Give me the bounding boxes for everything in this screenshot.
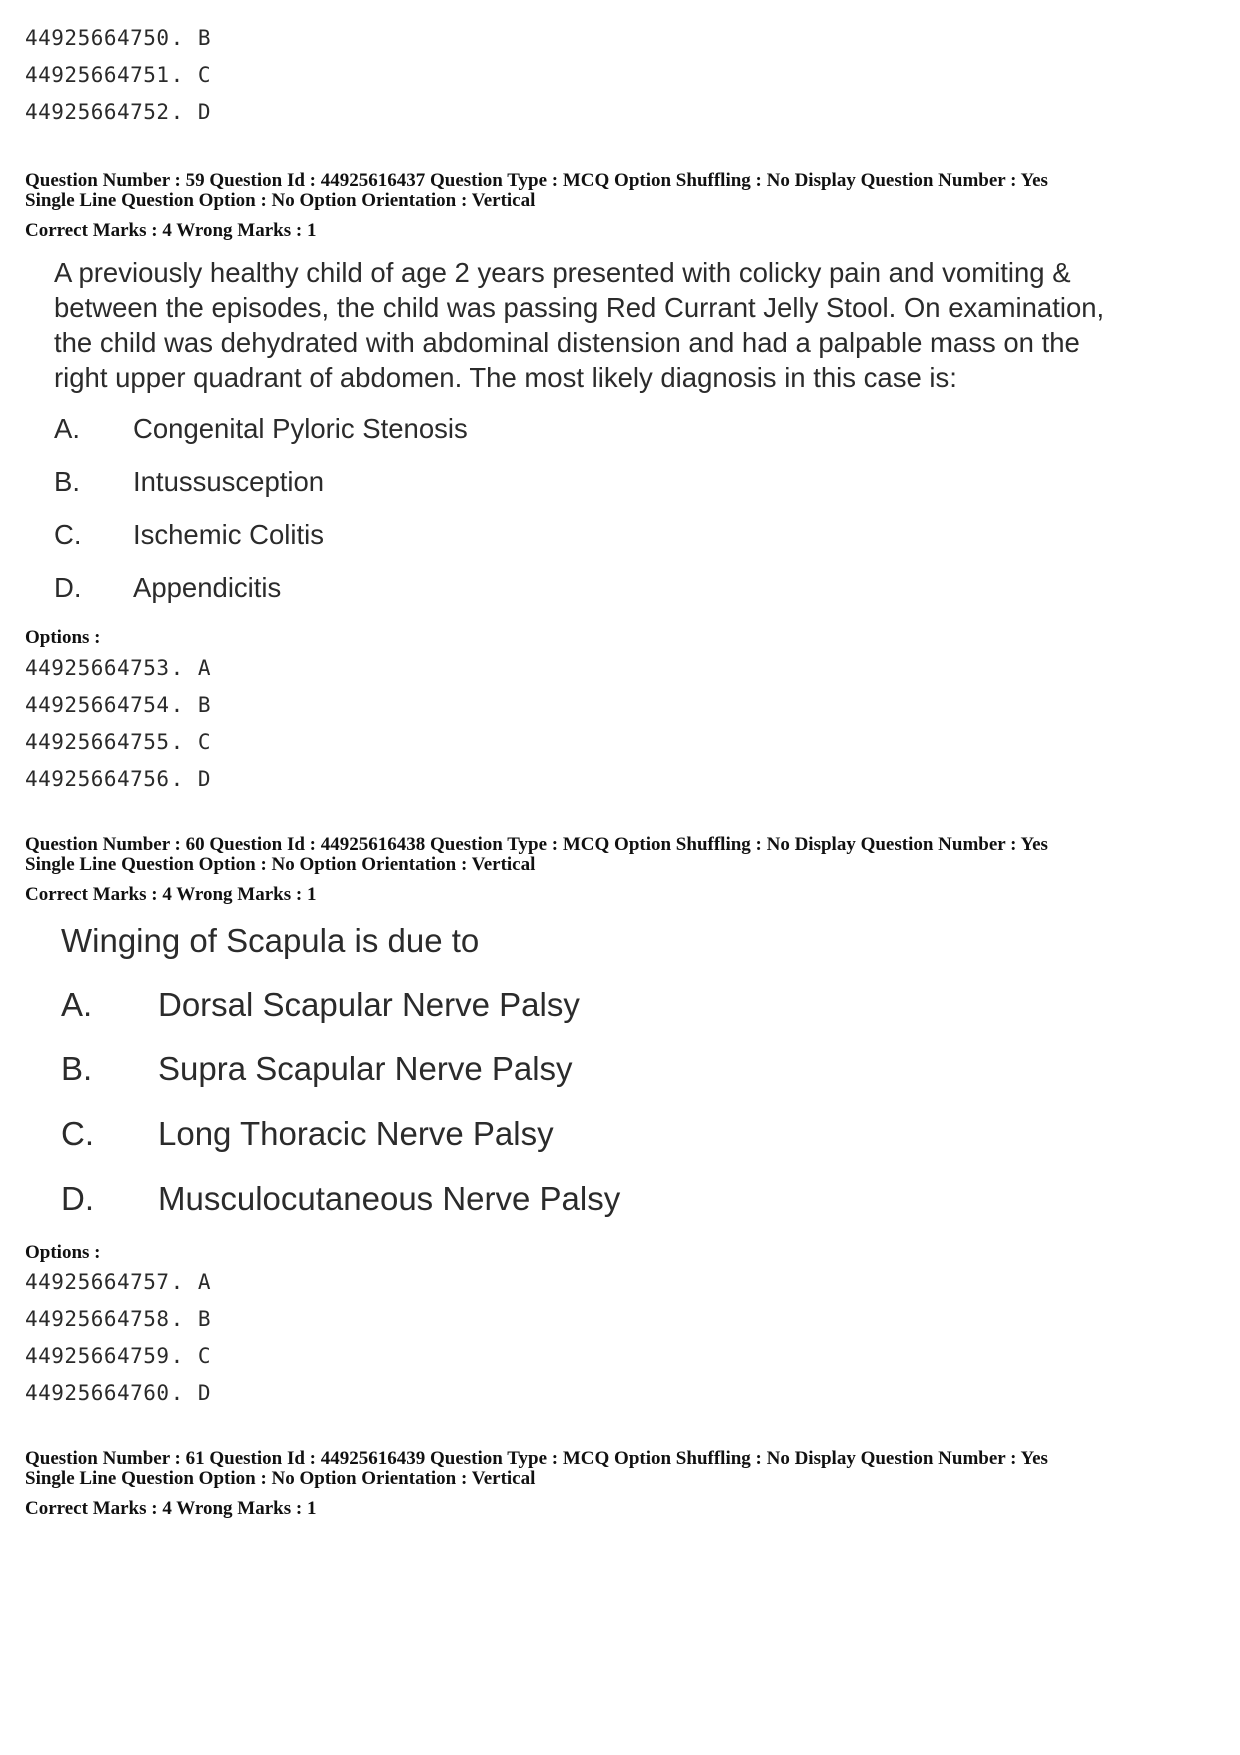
option-letter: B [197, 1307, 212, 1331]
question-marks: Correct Marks : 4 Wrong Marks : 1 [25, 220, 317, 241]
choice-text: Intussusception [133, 466, 325, 497]
option-letter: D [197, 100, 212, 124]
choice-letter: A. [61, 986, 93, 1023]
option-line: 44925664755. C [25, 730, 212, 754]
option-line: 44925664758. B [25, 1307, 212, 1331]
option-letter: A [197, 1270, 212, 1294]
option-letter: B [197, 26, 212, 50]
option-line: 44925664760. D [25, 1381, 212, 1405]
option-letter: A [197, 656, 212, 680]
choice-text: Dorsal Scapular Nerve Palsy [158, 986, 580, 1023]
option-line: 44925664757. A [25, 1270, 212, 1294]
choice-b [61, 1050, 573, 1088]
option-letter: B [197, 693, 212, 717]
stem-line: the child was dehydrated with abdominal distension and had a palpable mass on the [54, 327, 1080, 358]
option-line: 44925664751. C [25, 63, 212, 87]
choice-letter: D. [54, 572, 82, 603]
choice-b [54, 466, 324, 498]
choice-a [54, 413, 468, 445]
choice-text: Long Thoracic Nerve Palsy [158, 1115, 554, 1152]
question-meta-line1: Question Number : 61 Question Id : 44925616439 Question Type : MCQ Option Shuffling : No Display Question Number : Yes [25, 1448, 1048, 1469]
option-id: 44925664756 [25, 767, 170, 791]
choice-d [61, 1180, 620, 1218]
option-id: 44925664754 [25, 693, 170, 717]
choice-text: Ischemic Colitis [133, 519, 325, 550]
option-id: 44925664752 [25, 100, 170, 124]
stem-line: between the episodes, the child was passing Red Currant Jelly Stool. On examination, [54, 292, 1105, 323]
choice-letter: C. [54, 519, 82, 550]
option-id: 44925664753 [25, 656, 170, 680]
question-meta-line2: Single Line Question Option : No Option Orientation : Vertical [25, 190, 536, 211]
option-id: 44925664759 [25, 1344, 170, 1368]
option-line: 44925664759. C [25, 1344, 212, 1368]
question-marks: Correct Marks : 4 Wrong Marks : 1 [25, 1498, 317, 1519]
option-line: 44925664754. B [25, 693, 212, 717]
option-letter: C [197, 1344, 212, 1368]
option-letter: D [197, 767, 212, 791]
option-id: 44925664758 [25, 1307, 170, 1331]
option-letter: C [197, 730, 212, 754]
option-id: 44925664755 [25, 730, 170, 754]
option-line: 44925664756. D [25, 767, 212, 791]
choice-c [54, 519, 324, 551]
question-meta-line2: Single Line Question Option : No Option Orientation : Vertical [25, 1468, 536, 1489]
option-line: 44925664750. B [25, 26, 212, 50]
choice-letter: A. [54, 413, 80, 444]
options-label: Options : [25, 627, 101, 648]
question-stem: Winging of Scapula is due to [61, 922, 480, 959]
question-stem [54, 255, 1104, 395]
choice-letter: B. [61, 1050, 93, 1087]
option-id: 44925664750 [25, 26, 170, 50]
option-letter: D [197, 1381, 212, 1405]
question-meta-line2: Single Line Question Option : No Option Orientation : Vertical [25, 854, 536, 875]
choice-c [61, 1115, 554, 1153]
choice-text: Supra Scapular Nerve Palsy [158, 1050, 573, 1087]
choice-text: Musculocutaneous Nerve Palsy [158, 1180, 621, 1217]
choice-letter: B. [54, 466, 80, 497]
choice-letter: C. [61, 1115, 94, 1152]
question-marks: Correct Marks : 4 Wrong Marks : 1 [25, 884, 317, 905]
choice-a [61, 986, 580, 1024]
question-meta-line1: Question Number : 60 Question Id : 44925616438 Question Type : MCQ Option Shuffling : No Display Question Number : Yes [25, 834, 1048, 855]
question-meta-line1: Question Number : 59 Question Id : 44925616437 Question Type : MCQ Option Shuffling : No Display Question Number : Yes [25, 170, 1048, 191]
option-line: 44925664753. A [25, 656, 212, 680]
option-letter: C [197, 63, 212, 87]
option-id: 44925664760 [25, 1381, 170, 1405]
choice-text: Congenital Pyloric Stenosis [133, 413, 468, 444]
choice-letter: D. [61, 1180, 94, 1217]
stem-line: A previously healthy child of age 2 years presented with colicky pain and vomiting & [54, 257, 1071, 288]
option-id: 44925664757 [25, 1270, 170, 1294]
choice-text: Appendicitis [133, 572, 282, 603]
option-line: 44925664752. D [25, 100, 212, 124]
stem-line: right upper quadrant of abdomen. The most likely diagnosis in this case is: [54, 362, 957, 393]
option-id: 44925664751 [25, 63, 170, 87]
choice-d [54, 572, 281, 604]
options-label: Options : [25, 1242, 101, 1263]
